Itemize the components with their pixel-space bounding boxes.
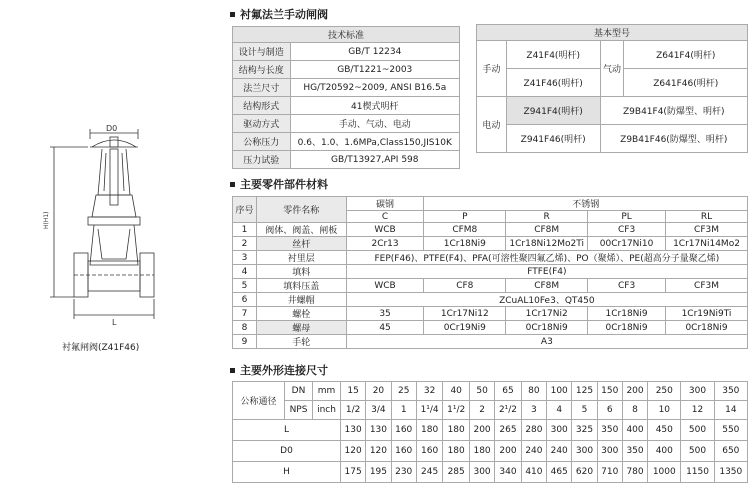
dim-value: 300 [597, 441, 622, 462]
dim-value: 1350 [714, 462, 747, 483]
dim-value: 300 [547, 420, 572, 441]
code: C [346, 211, 424, 223]
model-cell: Z641F46(明杆) [624, 69, 748, 97]
part-name: 井螺帽 [256, 293, 346, 307]
dim-value: 40 [443, 382, 470, 401]
tech-value: GB/T13927,API 598 [290, 151, 459, 169]
tech-header: 技术标准 [233, 27, 460, 43]
bullet-square-icon [230, 182, 235, 187]
model-cell: Z41F46(明杆) [506, 69, 600, 97]
material: 0Cr18Ni9 [666, 321, 748, 335]
dim-value: 240 [547, 441, 572, 462]
models-table [476, 24, 748, 153]
dim-value: 500 [681, 441, 714, 462]
tech-label: 压力试验 [233, 151, 291, 169]
dim-value: 10 [648, 401, 681, 420]
row-no: 2 [233, 237, 257, 251]
dim-value: 180 [443, 420, 470, 441]
dim-value: 50 [469, 382, 494, 401]
material: CF8M [506, 279, 588, 293]
mm-label: mm [313, 382, 341, 401]
col-header: 零件名称 [256, 197, 346, 223]
code: P [424, 211, 506, 223]
dim-value: 180 [443, 441, 470, 462]
part-name: 阀体、阀盖、闸板 [256, 223, 346, 237]
model-cell: Z41F4(明杆) [506, 41, 600, 69]
dim-value: 200 [622, 382, 647, 401]
part-name: 丝杆 [256, 237, 346, 251]
dim-value: 8 [622, 401, 647, 420]
material: 1Cr18Ni12Mo2Ti [506, 237, 588, 251]
tech-value: GB/T 12234 [290, 43, 459, 61]
dim-value: 280 [521, 420, 546, 441]
dim-value: 125 [572, 382, 597, 401]
tech-value: GB/T1221~2003 [290, 61, 459, 79]
dim-value: 325 [572, 420, 597, 441]
dim-value: 350 [622, 441, 647, 462]
dim-value: 32 [416, 382, 443, 401]
dim-value: 265 [495, 420, 522, 441]
tech-value: 0.6、1.0、1.6MPa,Class150,JIS10K [290, 133, 459, 151]
dim-value: 340 [495, 462, 522, 483]
row-no: 6 [233, 293, 257, 307]
dim-value: 5 [572, 401, 597, 420]
nps-label: NPS [285, 401, 313, 420]
dim-value: 200 [495, 441, 522, 462]
tech-table [232, 26, 460, 169]
dim-value: 180 [416, 420, 443, 441]
models-header: 基本型号 [477, 25, 748, 41]
tech-label: 设计与制造 [233, 43, 291, 61]
dim-value: 240 [521, 441, 546, 462]
dim-value: 780 [622, 462, 647, 483]
material: CF3 [588, 279, 666, 293]
dim-d0: D0 [106, 125, 118, 133]
dim-value: 20 [366, 382, 391, 401]
tech-value: 手动、气动、电动 [290, 115, 459, 133]
material: CF8 [424, 279, 506, 293]
dim-value: 400 [648, 441, 681, 462]
material: 1Cr17Ni2 [506, 307, 588, 321]
dim-value: 230 [391, 462, 416, 483]
tech-label: 法兰尺寸 [233, 79, 291, 97]
part-name: 衬里层 [256, 251, 346, 265]
dim-value: 175 [341, 462, 366, 483]
bullet-square-icon [230, 368, 235, 373]
drawing-caption: 衬氟闸阀(Z41F46) [62, 343, 140, 353]
dim-value: 710 [597, 462, 622, 483]
part-name: 螺栓 [256, 307, 346, 321]
dim-h: H(H1) [43, 211, 50, 229]
electric-label: 电动 [477, 97, 507, 153]
dim-value: 120 [341, 441, 366, 462]
row-no: 4 [233, 265, 257, 279]
tech-label: 结构形式 [233, 97, 291, 115]
row-no: 9 [233, 335, 257, 349]
tech-label: 公称压力 [233, 133, 291, 151]
material: 0Cr18Ni9 [588, 321, 666, 335]
parts-table [232, 196, 748, 349]
col-header: 碳钢 [346, 197, 424, 211]
dim-value: 465 [547, 462, 572, 483]
material: 35 [346, 307, 424, 321]
valve-drawing [40, 125, 180, 340]
model-cell: Z9B41F46(防爆型、明杆) [600, 125, 748, 153]
inch-label: inch [313, 401, 341, 420]
row-no: 5 [233, 279, 257, 293]
dim-value: 100 [547, 382, 572, 401]
dim-value: 80 [521, 382, 546, 401]
part-name: 手轮 [256, 335, 346, 349]
d0-label: D0 [233, 441, 341, 462]
dim-value: 2¹/2 [495, 401, 522, 420]
bullet-square-icon [230, 12, 235, 17]
pneumatic-label: 气动 [600, 41, 624, 97]
tech-label: 驱动方式 [233, 115, 291, 133]
dn-label: DN [285, 382, 313, 401]
dim-value: 160 [416, 441, 443, 462]
manual-label: 手动 [477, 41, 507, 97]
h-label: H [233, 462, 341, 483]
tech-value: 41楔式明杆 [290, 97, 459, 115]
material: CF8M [506, 223, 588, 237]
material: FEP(F46)、PTFE(F4)、PFA(可溶性聚四氟乙烯)、PO（聚烯）、PE(超高分子量聚乙烯) [346, 251, 747, 265]
col-header: 序号 [233, 197, 257, 223]
material: WCB [346, 279, 424, 293]
dim-value: 160 [391, 420, 416, 441]
dim-value: 450 [648, 420, 681, 441]
row-no: 8 [233, 321, 257, 335]
parts-title: 主要零件部件材料 [230, 176, 328, 192]
dim-value: 195 [366, 462, 391, 483]
dim-value: 200 [469, 420, 494, 441]
dim-value: 245 [416, 462, 443, 483]
model-cell: Z9B41F4(防爆型、明杆) [600, 97, 748, 125]
dim-value: 150 [597, 382, 622, 401]
dim-value: 300 [681, 382, 714, 401]
dims-title: 主要外形连接尺寸 [230, 362, 328, 378]
material: WCB [346, 223, 424, 237]
material: CF3 [588, 223, 666, 237]
material: 1Cr18Ni9 [424, 237, 506, 251]
tech-value: HG/T20592~2009, ANSI B16.5a [290, 79, 459, 97]
row-no: 7 [233, 307, 257, 321]
code: PL [588, 211, 666, 223]
material: CF3M [666, 223, 748, 237]
dim-value: 650 [714, 441, 747, 462]
dim-value: 120 [366, 441, 391, 462]
dim-value: 130 [341, 420, 366, 441]
dim-value: 15 [341, 382, 366, 401]
part-name: 填料 [256, 265, 346, 279]
material: A3 [346, 335, 747, 349]
dim-value: 1150 [681, 462, 714, 483]
dim-value: 250 [648, 382, 681, 401]
dim-value: 350 [714, 382, 747, 401]
dim-value: 160 [391, 441, 416, 462]
material: 00Cr17Ni10 [588, 237, 666, 251]
dim-value: 550 [714, 420, 747, 441]
dim-value: 400 [622, 420, 647, 441]
model-cell: Z641F4(明杆) [624, 41, 748, 69]
bore-label: 公称通径 [233, 382, 285, 420]
material: 1Cr19Ni9Ti [666, 307, 748, 321]
material: 0Cr19Ni9 [424, 321, 506, 335]
material: 0Cr18Ni9 [506, 321, 588, 335]
material: 1Cr17Ni14Mo2 [666, 237, 748, 251]
dim-value: 6 [597, 401, 622, 420]
material: 2Cr13 [346, 237, 424, 251]
part-name: 螺母 [256, 321, 346, 335]
dim-value: 14 [714, 401, 747, 420]
tech-title: 衬氟法兰手动闸阀 [230, 6, 328, 22]
row-no: 3 [233, 251, 257, 265]
dim-value: 1/2 [341, 401, 366, 420]
code: RL [666, 211, 748, 223]
dim-value: 12 [681, 401, 714, 420]
dims-table [232, 381, 748, 483]
dim-value: 4 [547, 401, 572, 420]
dim-value: 65 [495, 382, 522, 401]
material: 1Cr18Ni9 [588, 307, 666, 321]
material: 45 [346, 321, 424, 335]
col-header: 不锈钢 [424, 197, 748, 211]
dim-value: 350 [597, 420, 622, 441]
dim-value: 3/4 [366, 401, 391, 420]
dim-value: 1¹/4 [416, 401, 443, 420]
model-cell: Z941F46(明杆) [506, 125, 600, 153]
dim-value: 3 [521, 401, 546, 420]
l-label: L [233, 420, 341, 441]
dim-value: 300 [469, 462, 494, 483]
material: 1Cr17Ni12 [424, 307, 506, 321]
dim-value: 1¹/2 [443, 401, 470, 420]
code: R [506, 211, 588, 223]
tech-label: 结构与长度 [233, 61, 291, 79]
dim-value: 180 [469, 441, 494, 462]
model-cell: Z941F4(明杆) [506, 97, 600, 125]
dim-value: 2 [469, 401, 494, 420]
dim-value: 620 [572, 462, 597, 483]
dim-value: 130 [366, 420, 391, 441]
dim-value: 300 [572, 441, 597, 462]
part-name: 填料压盖 [256, 279, 346, 293]
dim-value: 1000 [648, 462, 681, 483]
dim-value: 500 [681, 420, 714, 441]
dim-value: 1 [391, 401, 416, 420]
material: ZCuAL10Fe3、QT450 [346, 293, 747, 307]
material: FTFE(F4) [346, 265, 747, 279]
dim-value: 25 [391, 382, 416, 401]
dim-l: L [112, 318, 117, 327]
dim-value: 285 [443, 462, 470, 483]
row-no: 1 [233, 223, 257, 237]
material: CF3M [666, 279, 748, 293]
material: CFM8 [424, 223, 506, 237]
dim-value: 410 [521, 462, 546, 483]
